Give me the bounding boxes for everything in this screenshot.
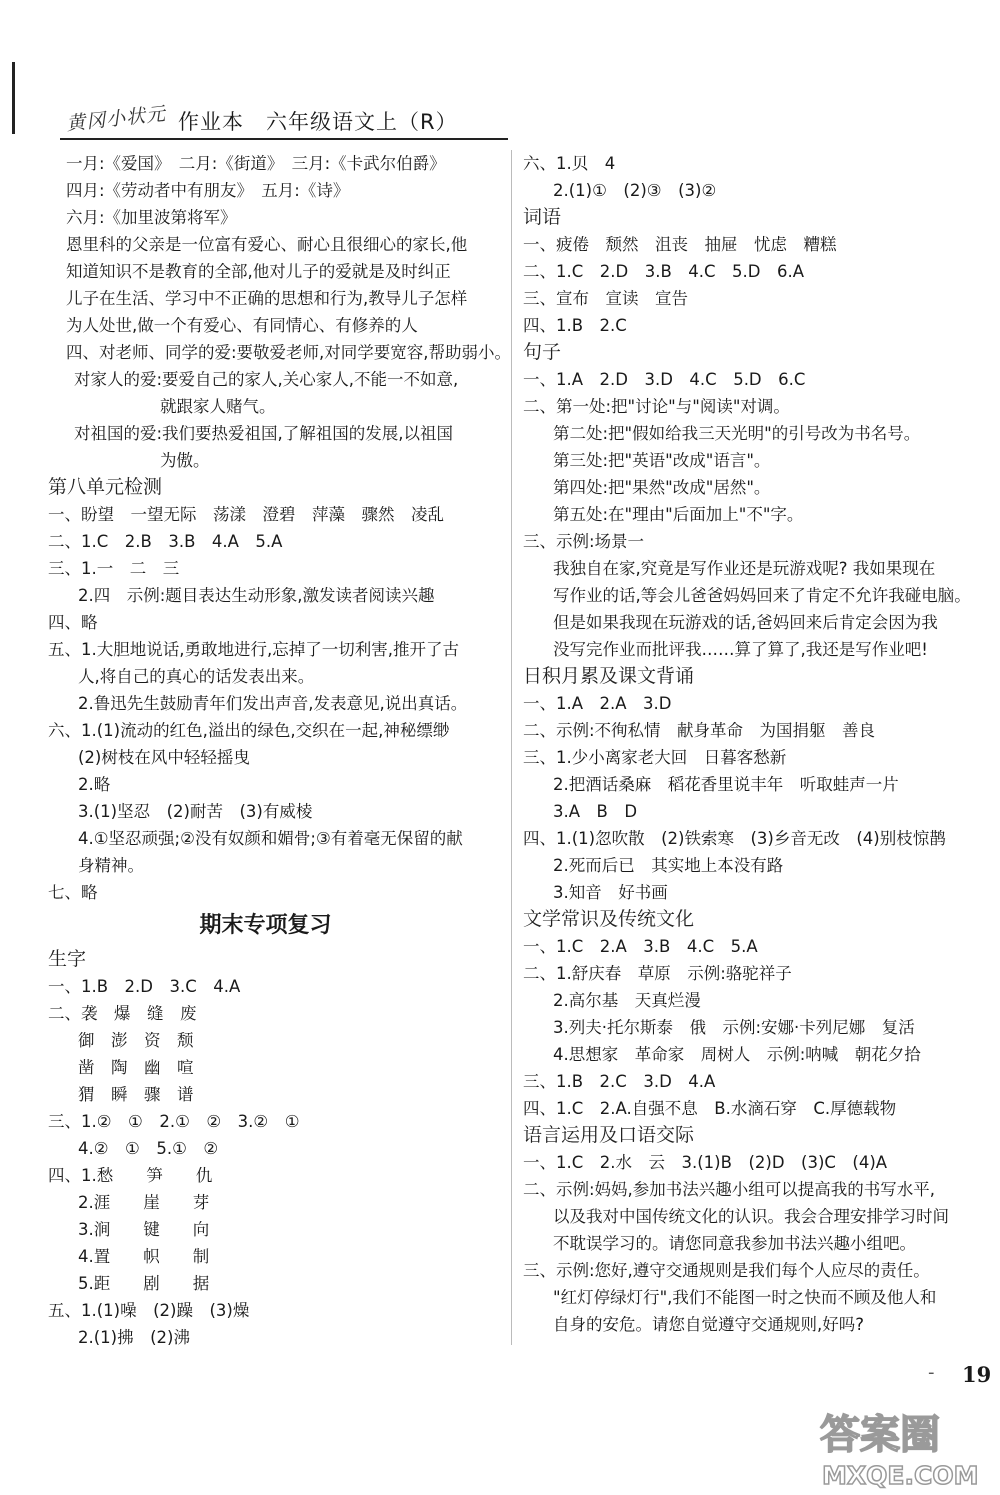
answer-line: 御 澎 资 颓 <box>78 1031 194 1050</box>
answer-line: 2.四 示例:题目表达生动形象,激发读者阅读兴趣 <box>78 586 435 605</box>
answer-line: 三、1.一 二 三 <box>48 559 180 578</box>
answer-line: 二、示例:妈妈,参加书法兴趣小组可以提高我的书写水平, <box>523 1180 936 1199</box>
answer-line: 以及我对中国传统文化的认识。我会合理安排学习时间 <box>553 1207 949 1226</box>
header-title: 作业本 六年级语文上（R） <box>178 110 458 134</box>
answer-line: 不耽误学习的。请您同意我参加书法兴趣小组吧。 <box>553 1234 916 1253</box>
answer-line: 3.知音 好书画 <box>553 883 668 902</box>
page-number: 19 <box>962 1362 992 1387</box>
answer-line: 三、1.B 2.C 3.D 4.A <box>523 1072 716 1091</box>
section-heading: 语言运用及口语交际 <box>523 1124 695 1146</box>
section-heading: 文学常识及传统文化 <box>523 908 695 930</box>
answer-line: 三、1.少小离家老大回 日暮客愁新 <box>523 748 787 767</box>
answer-line: 第三处:把"英语"改成"语言"。 <box>553 451 771 470</box>
answer-line: 二、袭 爆 缝 废 <box>48 1004 197 1023</box>
answer-line: 一、盼望 一望无际 荡漾 澄碧 萍藻 骤然 凌乱 <box>48 505 444 524</box>
binding-edge-bar <box>12 62 15 134</box>
answer-line: 一、1.C 2.水 云 3.(1)B (2)D (3)C (4)A <box>523 1153 888 1172</box>
answer-line: 4.② ① 5.① ② <box>78 1139 219 1158</box>
answer-line: 第五处:在"理由"后面加上"不"字。 <box>553 505 804 524</box>
answer-line: 三、1.② ① 2.① ② 3.② ① <box>48 1112 300 1131</box>
section-heading: 词语 <box>523 206 562 228</box>
answer-line: 二、第一处:把"讨论"与"阅读"对调。 <box>523 397 790 416</box>
answer-line: 但是如果我现在玩游戏的话,爸妈回来后肯定会因为我 <box>553 613 938 632</box>
answer-line: 四、对老师、同学的爱:要敬爱老师,对同学要宽容,帮助弱小。 <box>66 343 512 362</box>
answer-line: 二、示例:不徇私情 献身革命 为国捐躯 善良 <box>523 721 876 740</box>
answer-line: 没写完作业而批评我……算了算了,我还是写作业吧! <box>553 640 928 659</box>
answer-line: 3.涧 键 向 <box>78 1220 210 1239</box>
answer-line: 5.距 剧 据 <box>78 1274 210 1293</box>
answer-line: 第四处:把"果然"改成"居然"。 <box>553 478 771 497</box>
answer-line: 2.涯 崖 芽 <box>78 1193 210 1212</box>
answer-line: "红灯停绿灯行",我们不能图一时之快而不顾及他人和 <box>553 1288 937 1307</box>
answer-line: 身精神。 <box>78 856 144 875</box>
answer-line: 人,将自己的真心的话发表出来。 <box>78 667 315 686</box>
answer-line: 猬 瞬 骤 谱 <box>78 1085 194 1104</box>
answer-line: 一、1.B 2.D 3.C 4.A <box>48 977 241 996</box>
answer-line: 四月:《劳动者中有朋友》 五月:《诗》 <box>66 181 350 200</box>
answer-line: 四、略 <box>48 613 98 632</box>
left-column <box>48 150 512 1351</box>
answer-line: 七、略 <box>48 883 98 902</box>
answer-line: 儿子在生活、学习中不正确的思想和行为,教导儿子怎样 <box>66 289 468 308</box>
answer-line: 一、1.A 2.A 3.D <box>523 694 672 713</box>
answer-line: 一、1.C 2.A 3.B 4.C 5.A <box>523 937 758 956</box>
answer-line: 六月:《加里波第将军》 <box>66 208 237 227</box>
answer-line: 2.鲁迅先生鼓励青年们发出声音,发表意见,说出真话。 <box>78 694 468 713</box>
answer-line: 四、1.B 2.C <box>523 316 627 335</box>
right-column <box>523 150 978 1338</box>
answer-line: 对祖国的爱:我们要热爱祖国,了解祖国的发展,以祖国 <box>74 424 454 443</box>
watermark-text: 答案圈 <box>820 1412 940 1458</box>
answer-line: 凿 陶 幽 喧 <box>78 1058 194 1077</box>
answer-line: 为傲。 <box>160 451 210 470</box>
answer-line: 3.A B D <box>553 802 638 821</box>
answer-line: 2.略 <box>78 775 111 794</box>
answer-line: 4.①坚忍顽强;②没有奴颜和媚骨;③有着毫无保留的献 <box>78 829 463 848</box>
answer-line: 一、1.A 2.D 3.D 4.C 5.D 6.C <box>523 370 806 389</box>
answer-line: 2.死而后已 其实地上本没有路 <box>553 856 784 875</box>
page-number-dash: - <box>928 1362 935 1383</box>
answer-line: 4.思想家 革命家 周树人 示例:呐喊 朝花夕拾 <box>553 1045 921 1064</box>
answer-line: 自身的安危。请您自觉遵守交通规则,好吗? <box>553 1315 865 1334</box>
answer-line: 四、1.C 2.A.自强不息 B.水滴石穿 C.厚德载物 <box>523 1099 897 1118</box>
answer-line: 3.列夫·托尔斯泰 俄 示例:安娜·卡列尼娜 复活 <box>553 1018 915 1037</box>
answer-line: 恩里科的父亲是一位富有爱心、耐心且很细心的家长,他 <box>66 235 468 254</box>
answer-line: 知道知识不是教育的全部,他对儿子的爱就是及时纠正 <box>66 262 451 281</box>
answer-line: 我独自在家,究竟是写作业还是玩游戏呢? 我如果现在 <box>553 559 936 578</box>
section-heading: 生字 <box>48 948 87 970</box>
answer-line: 六、1.(1)流动的红色,溢出的绿色,交织在一起,神秘缥缈 <box>48 721 450 740</box>
answer-line: 第二处:把"假如给我三天光明"的引号改为书名号。 <box>553 424 921 443</box>
answer-line: 就跟家人赌气。 <box>160 397 276 416</box>
answer-line: 为人处世,做一个有爱心、有同情心、有修养的人 <box>66 316 418 335</box>
answer-line: 四、1.愁 笋 仇 <box>48 1166 213 1185</box>
section-heading: 期末专项复习 <box>199 913 332 938</box>
answer-line: 3.(1)坚忍 (2)耐苦 (3)有威棱 <box>78 802 313 821</box>
answer-line: 三、示例:您好,遵守交通规则是我们每个人应尽的责任。 <box>523 1261 930 1280</box>
page-header <box>60 96 508 146</box>
answer-line: 对家人的爱:要爱自己的家人,关心家人,不能一不如意, <box>74 370 459 389</box>
answer-line: 三、示例:场景一 <box>523 532 645 551</box>
answer-line: 一月:《爱国》 二月:《街道》 三月:《卡武尔伯爵》 <box>66 154 446 173</box>
answer-line: 四、1.(1)忽吹散 (2)铁索寒 (3)乡音无改 (4)别枝惊鹊 <box>523 829 946 848</box>
answer-line: 2.(1)拂 (2)沸 <box>78 1328 190 1347</box>
answer-line: 五、1.(1)噪 (2)躁 (3)燥 <box>48 1301 250 1320</box>
answer-line: 二、1.C 2.D 3.B 4.C 5.D 6.A <box>523 262 805 281</box>
answer-line: 写作业的话,等会儿爸爸妈妈回来了肯定不允许我碰电脑。 <box>553 586 971 605</box>
answer-line: 六、1.贝 4 <box>523 154 616 173</box>
answer-line: 五、1.大胆地说话,勇敢地进行,忘掉了一切利害,推开了古 <box>48 640 459 659</box>
answer-line: (2)树枝在风中轻轻摇曳 <box>78 748 250 767</box>
answer-line: 2.(1)① (2)③ (3)② <box>553 181 717 200</box>
section-heading: 日积月累及课文背诵 <box>523 665 695 687</box>
answer-line: 二、1.舒庆春 草原 示例:骆驼祥子 <box>523 964 792 983</box>
brand-logo: 黄冈小状元 <box>65 102 168 136</box>
watermark-url: MXQE.COM <box>822 1461 979 1490</box>
section-heading: 第八单元检测 <box>48 476 163 498</box>
answer-line: 2.把酒话桑麻 稻花香里说丰年 听取蛙声一片 <box>553 775 899 794</box>
column-divider <box>511 150 512 1345</box>
section-heading: 句子 <box>523 341 562 363</box>
answer-line: 4.置 帜 制 <box>78 1247 210 1266</box>
watermark-logo <box>812 1400 997 1492</box>
header-rule <box>60 138 508 140</box>
answer-line: 二、1.C 2.B 3.B 4.A 5.A <box>48 532 283 551</box>
answer-line: 一、疲倦 颓然 沮丧 抽屉 忧虑 糟糕 <box>523 235 837 254</box>
answer-line: 三、宣布 宣读 宣告 <box>523 289 688 308</box>
answer-line: 2.高尔基 天真烂漫 <box>553 991 701 1010</box>
